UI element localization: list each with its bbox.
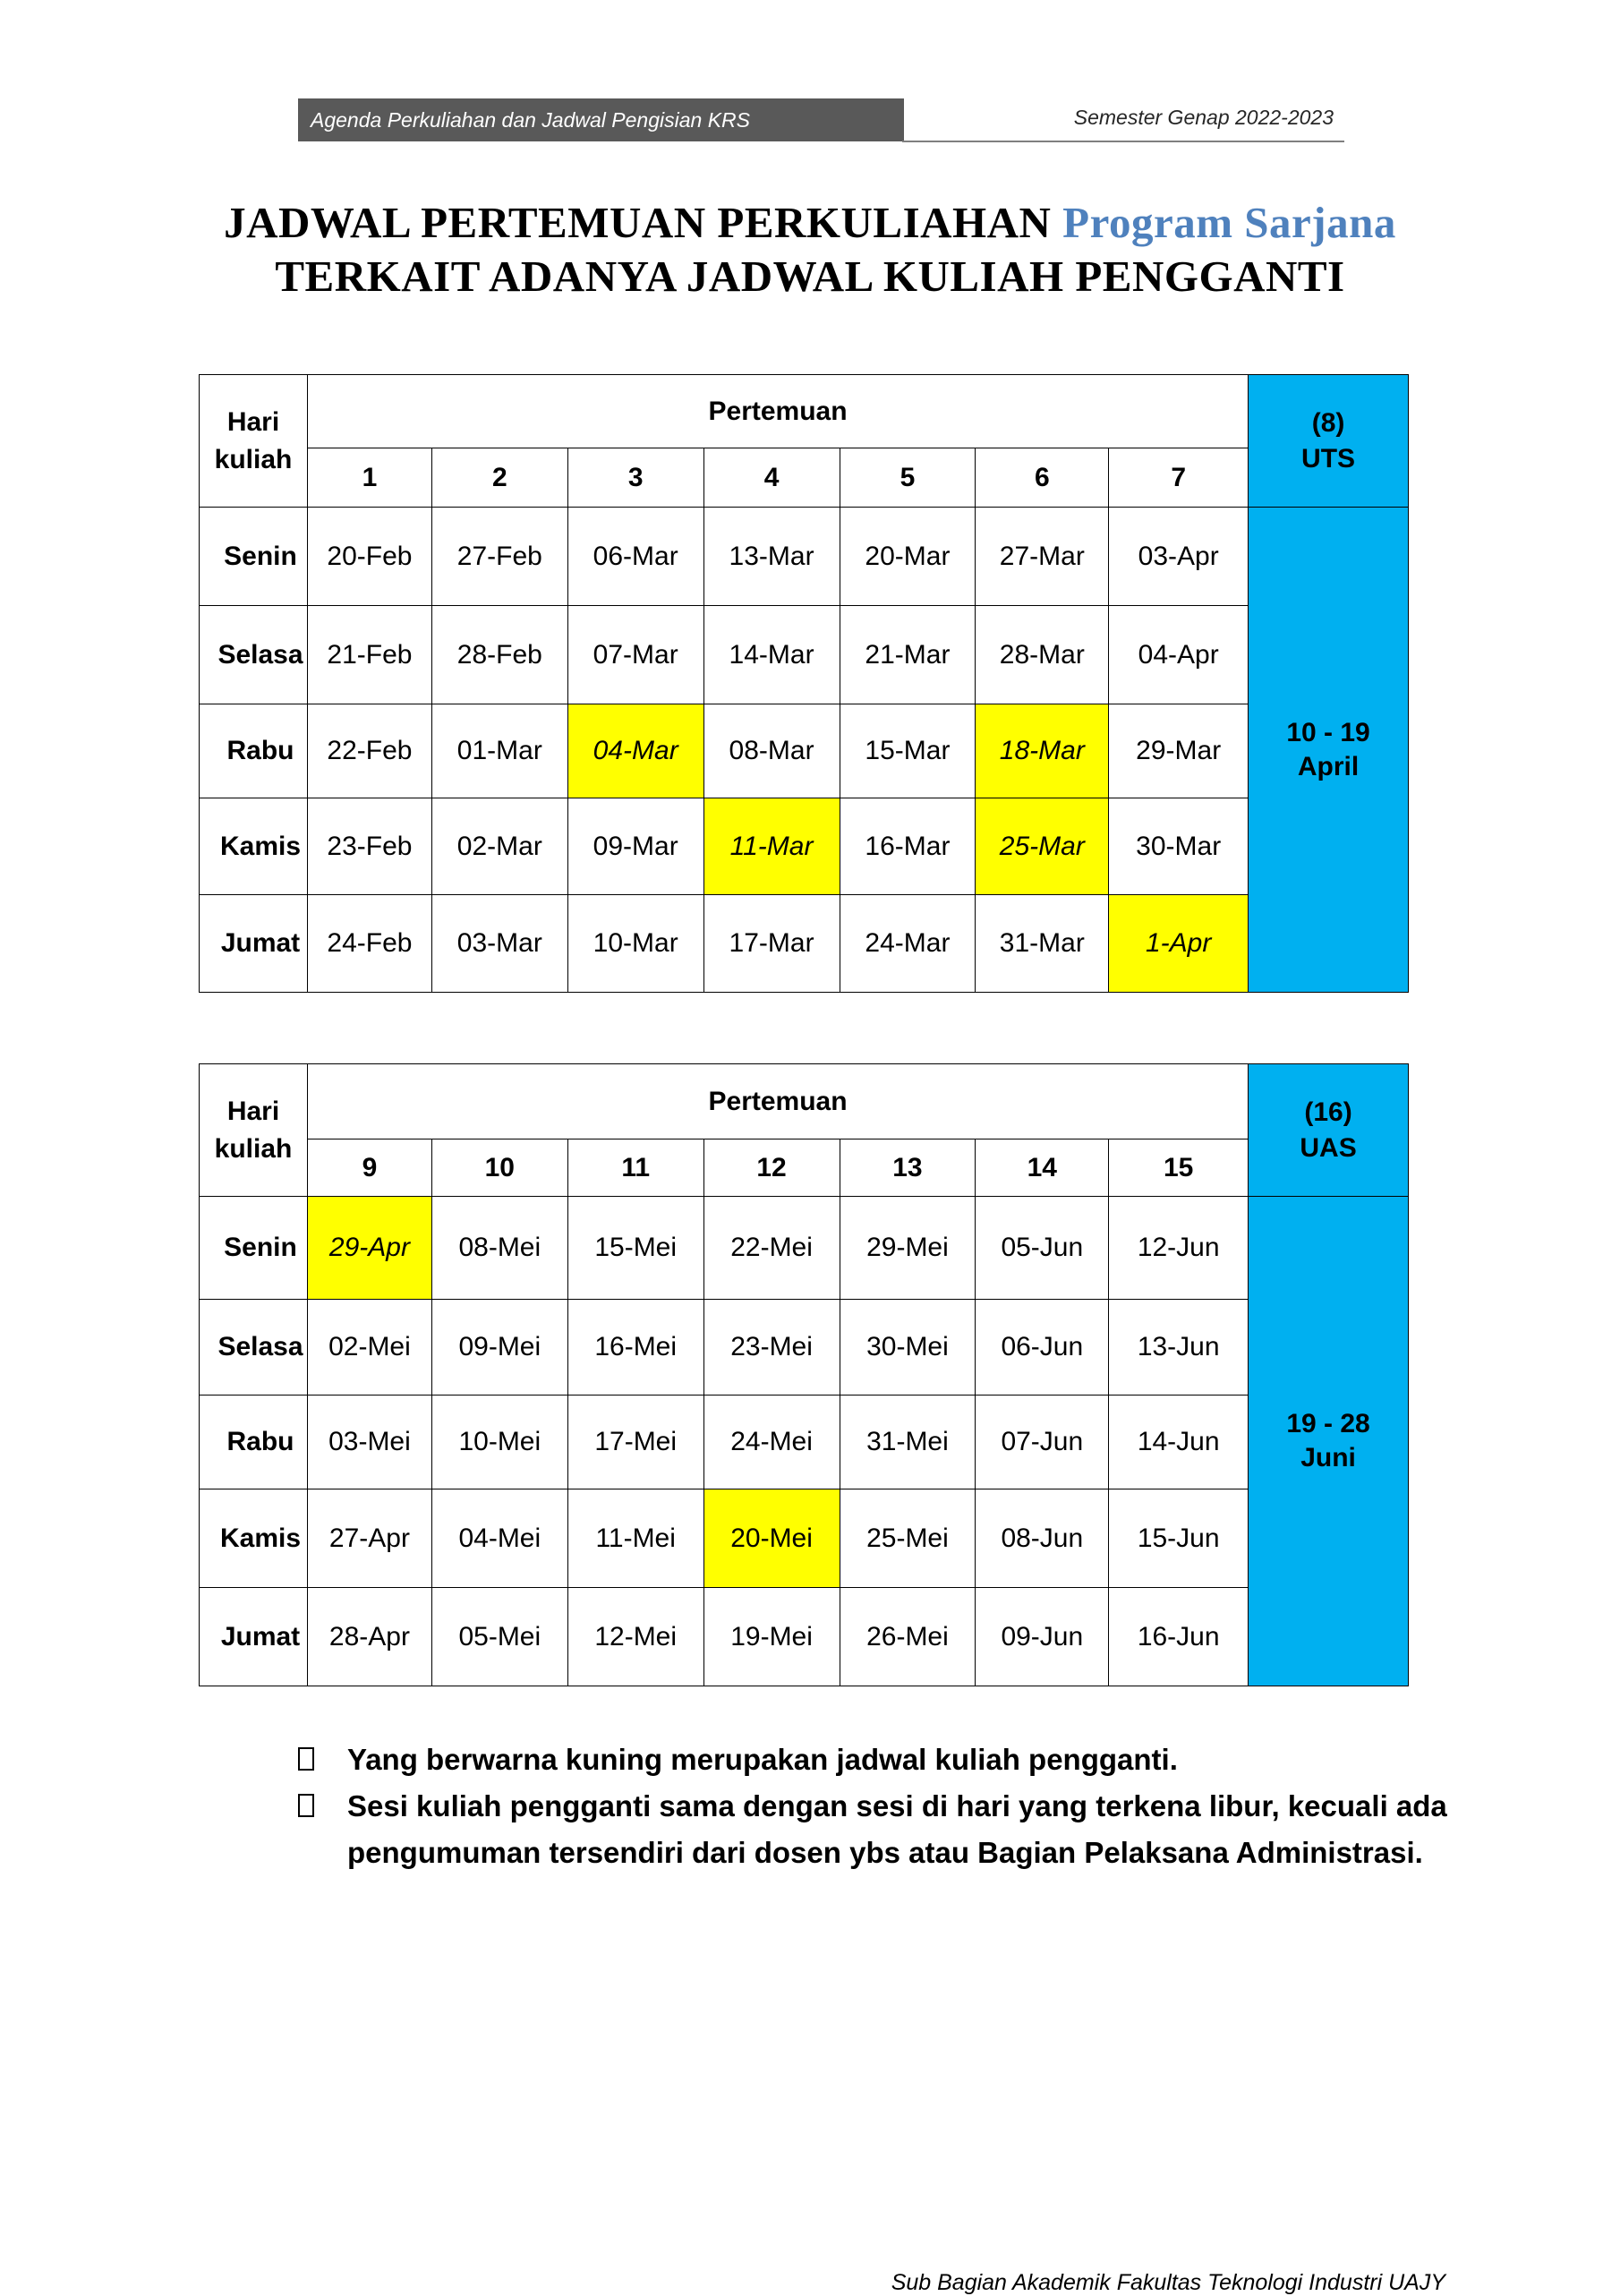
replacement-date-cell: 25-Mar (976, 798, 1109, 895)
date-cell: 12-Jun (1109, 1197, 1249, 1300)
meeting-number: 12 (703, 1139, 840, 1197)
hari-kuliah-header (200, 375, 308, 508)
notes-list (295, 1737, 1459, 1876)
exam-number: (16) (1304, 1097, 1352, 1127)
date-cell: 14-Mar (703, 606, 840, 704)
table-row (200, 895, 1409, 993)
date-cell: 03-Mar (431, 895, 567, 993)
table-row (200, 1197, 1409, 1300)
table-row (200, 1300, 1409, 1396)
date-cell: 09-Jun (976, 1588, 1109, 1686)
table-row (200, 508, 1409, 606)
date-cell: 24-Feb (307, 895, 431, 993)
date-cell: 15-Mar (840, 704, 976, 798)
exam-dates-cell (1249, 508, 1409, 993)
date-cell: 19-Mei (703, 1588, 840, 1686)
exam-name: UTS (1301, 443, 1356, 474)
date-cell: 15-Mei (567, 1197, 703, 1300)
day-label: Jumat (200, 1588, 308, 1686)
date-cell: 30-Mei (840, 1300, 976, 1396)
date-cell: 03-Mei (307, 1396, 431, 1489)
date-cell: 05-Mei (431, 1588, 567, 1686)
header-row (200, 1064, 1409, 1139)
date-cell: 11-Mei (567, 1489, 703, 1588)
title-main: JADWAL PERTEMUAN PERKULIAHAN (224, 198, 1052, 247)
day-label: Rabu (200, 704, 308, 798)
schedule-table-uas (199, 1063, 1409, 1686)
date-cell: 21-Mar (840, 606, 976, 704)
date-cell: 03-Apr (1109, 508, 1249, 606)
table-row (200, 1396, 1409, 1489)
meeting-number: 9 (307, 1139, 431, 1197)
date-cell: 09-Mar (567, 798, 703, 895)
meeting-number: 1 (307, 448, 431, 508)
table-row (200, 798, 1409, 895)
meeting-number-row (200, 1139, 1409, 1197)
exam-dates-line1: 10 - 19 (1286, 717, 1370, 747)
date-cell: 10-Mar (567, 895, 703, 993)
meeting-number: 7 (1109, 448, 1249, 508)
meeting-number: 11 (567, 1139, 703, 1197)
day-label: Kamis (200, 1489, 308, 1588)
checkbox-bullet-icon (298, 1794, 314, 1817)
replacement-date-cell: 1-Apr (1109, 895, 1249, 993)
meeting-number: 2 (431, 448, 567, 508)
page-footer: Sub Bagian Akademik Fakultas Teknologi Industri UAJY (891, 2270, 1445, 2295)
table-row (200, 704, 1409, 798)
date-cell: 27-Apr (307, 1489, 431, 1588)
date-cell: 09-Mei (431, 1300, 567, 1396)
header-left-banner (298, 98, 904, 141)
date-cell: 16-Mei (567, 1300, 703, 1396)
day-label: Selasa (200, 1300, 308, 1396)
date-cell: 17-Mei (567, 1396, 703, 1489)
hari-line1: Hari (226, 406, 280, 437)
date-cell: 04-Mei (431, 1489, 567, 1588)
date-cell: 22-Mei (703, 1197, 840, 1300)
replacement-date-cell: 29-Apr (307, 1197, 431, 1300)
day-label: Senin (200, 1197, 308, 1300)
date-cell: 12-Mei (567, 1588, 703, 1686)
meeting-number: 15 (1109, 1139, 1249, 1197)
header-row (200, 375, 1409, 448)
date-cell: 16-Jun (1109, 1588, 1249, 1686)
date-cell: 16-Mar (840, 798, 976, 895)
date-cell: 29-Mar (1109, 704, 1249, 798)
date-cell: 14-Jun (1109, 1396, 1249, 1489)
header-rule (902, 141, 1344, 142)
day-label: Rabu (200, 1396, 308, 1489)
date-cell: 28-Apr (307, 1588, 431, 1686)
day-label: Jumat (200, 895, 308, 993)
exam-dates-line2: Juni (1300, 1443, 1356, 1472)
day-label: Selasa (200, 606, 308, 704)
date-cell: 07-Mar (567, 606, 703, 704)
replacement-date-cell: 20-Mei (703, 1489, 840, 1588)
date-cell: 07-Jun (976, 1396, 1109, 1489)
exam-header (1249, 375, 1409, 508)
date-cell: 24-Mar (840, 895, 976, 993)
hari-line2: kuliah (214, 1133, 293, 1164)
note-item (295, 1783, 1459, 1876)
date-cell: 01-Mar (431, 704, 567, 798)
checkbox-bullet-icon (298, 1747, 314, 1771)
date-cell: 06-Jun (976, 1300, 1109, 1396)
exam-dates-line1: 19 - 28 (1286, 1409, 1370, 1438)
date-cell: 20-Mar (840, 508, 976, 606)
meeting-number: 4 (703, 448, 840, 508)
schedule-table-uts (199, 374, 1409, 993)
exam-name: UAS (1300, 1132, 1357, 1163)
date-cell: 29-Mei (840, 1197, 976, 1300)
date-cell: 08-Mei (431, 1197, 567, 1300)
date-cell: 27-Mar (976, 508, 1109, 606)
exam-header (1249, 1064, 1409, 1197)
date-cell: 13-Mar (703, 508, 840, 606)
date-cell: 31-Mei (840, 1396, 976, 1489)
note-item (295, 1737, 1459, 1783)
date-cell: 30-Mar (1109, 798, 1249, 895)
meeting-number: 5 (840, 448, 976, 508)
page-title-line1 (0, 197, 1620, 248)
hari-line2: kuliah (214, 444, 293, 474)
date-cell: 27-Feb (431, 508, 567, 606)
date-cell: 05-Jun (976, 1197, 1109, 1300)
table-row (200, 606, 1409, 704)
page-title-line2: TERKAIT ADANYA JADWAL KULIAH PENGGANTI (275, 252, 1345, 301)
date-cell: 26-Mei (840, 1588, 976, 1686)
meeting-number: 13 (840, 1139, 976, 1197)
day-label: Kamis (200, 798, 308, 895)
date-cell: 04-Apr (1109, 606, 1249, 704)
meeting-number: 14 (976, 1139, 1109, 1197)
header-right-text: Semester Genap 2022-2023 (1073, 106, 1334, 129)
table-row (200, 1489, 1409, 1588)
date-cell: 10-Mei (431, 1396, 567, 1489)
exam-dates-cell (1249, 1197, 1409, 1686)
header-left-text: Agenda Perkuliahan dan Jadwal Pengisian KRS (311, 107, 750, 132)
date-cell: 02-Mar (431, 798, 567, 895)
date-cell: 08-Mar (703, 704, 840, 798)
hari-line1: Hari (226, 1096, 280, 1126)
date-cell: 02-Mei (307, 1300, 431, 1396)
meeting-number: 10 (431, 1139, 567, 1197)
date-cell: 22-Feb (307, 704, 431, 798)
date-cell: 28-Feb (431, 606, 567, 704)
replacement-date-cell: 04-Mar (567, 704, 703, 798)
date-cell: 23-Feb (307, 798, 431, 895)
replacement-date-cell: 11-Mar (703, 798, 840, 895)
date-cell: 15-Jun (1109, 1489, 1249, 1588)
date-cell: 31-Mar (976, 895, 1109, 993)
meeting-number-row (200, 448, 1409, 508)
date-cell: 24-Mei (703, 1396, 840, 1489)
date-cell: 17-Mar (703, 895, 840, 993)
date-cell: 13-Jun (1109, 1300, 1249, 1396)
day-label: Senin (200, 508, 308, 606)
date-cell: 23-Mei (703, 1300, 840, 1396)
meeting-number: 6 (976, 448, 1109, 508)
date-cell: 20-Feb (307, 508, 431, 606)
pertemuan-header: Pertemuan (307, 375, 1248, 448)
pertemuan-header: Pertemuan (307, 1064, 1248, 1139)
note-text: Yang berwarna kuning merupakan jadwal kuliah pengganti. (347, 1743, 1178, 1776)
exam-number: (8) (1311, 407, 1345, 438)
hari-kuliah-header (200, 1064, 308, 1197)
date-cell: 28-Mar (976, 606, 1109, 704)
note-text: Sesi kuliah pengganti sama dengan sesi di hari yang terkena libur, kecuali ada pengumuman tersendiri dari dosen ybs atau Bagian Pelaksana Administrasi. (347, 1789, 1447, 1869)
date-cell: 06-Mar (567, 508, 703, 606)
replacement-date-cell: 18-Mar (976, 704, 1109, 798)
date-cell: 21-Feb (307, 606, 431, 704)
date-cell: 08-Jun (976, 1489, 1109, 1588)
meeting-number: 3 (567, 448, 703, 508)
date-cell: 25-Mei (840, 1489, 976, 1588)
title-accent: Program Sarjana (1062, 198, 1396, 247)
exam-dates-line2: April (1297, 751, 1360, 781)
table-row (200, 1588, 1409, 1686)
